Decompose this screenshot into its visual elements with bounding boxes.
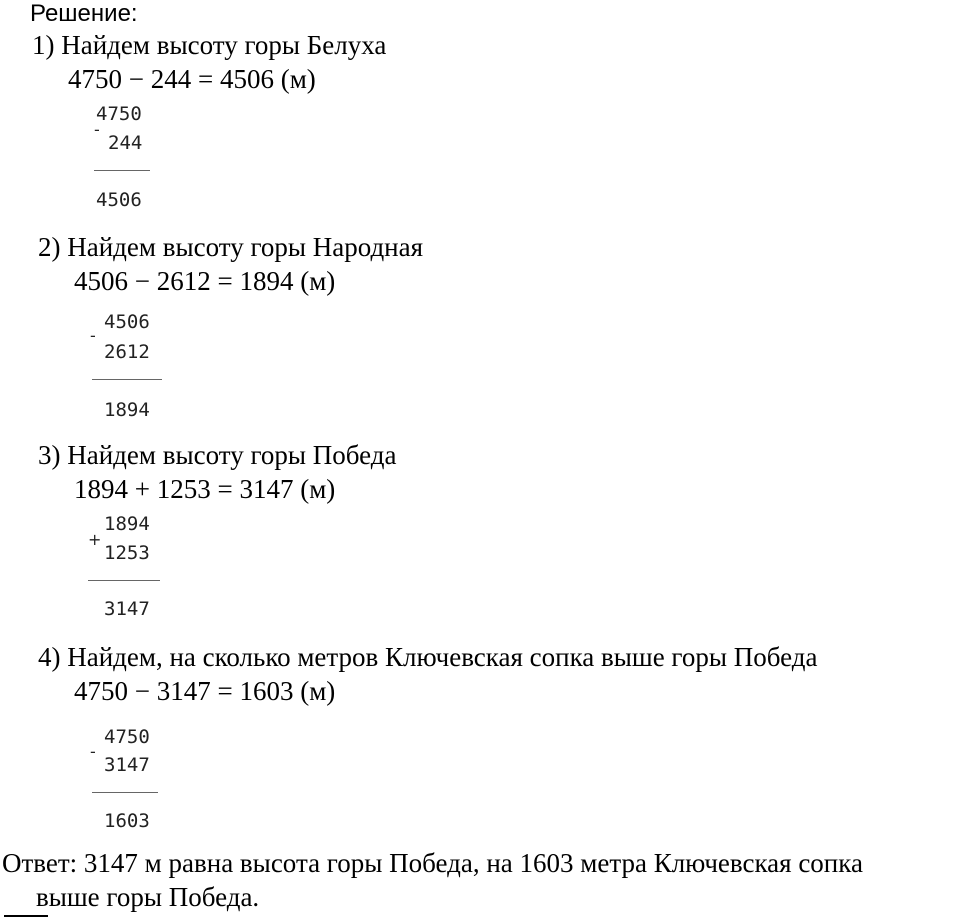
column-result: 1603 [104, 810, 150, 832]
step-3-label: 3) Найдем высоту горы Победа [38, 440, 397, 470]
minus-sign: - [90, 742, 96, 761]
step-1-equation: 4750 − 244 = 4506 (м) [68, 64, 316, 94]
column-rule [92, 792, 158, 793]
column-top-number: 4506 [104, 311, 150, 333]
minus-sign: - [94, 120, 100, 139]
column-result: 4506 [96, 189, 142, 211]
column-bottom-number: 3147 [104, 754, 150, 776]
step-2-equation: 4506 − 2612 = 1894 (м) [74, 266, 336, 296]
column-bottom-number: 1253 [104, 542, 150, 564]
column-top-number: 1894 [104, 513, 150, 535]
column-result: 1894 [104, 399, 150, 421]
solution-header: Решение: [30, 0, 138, 27]
column-result: 3147 [104, 598, 150, 620]
step-2-label: 2) Найдем высоту горы Народная [38, 232, 424, 262]
step-4-equation: 4750 − 3147 = 1603 (м) [74, 676, 336, 706]
answer-line-2: выше горы Победа. [36, 882, 260, 912]
column-rule [88, 580, 160, 581]
column-bottom-number: 2612 [104, 341, 150, 363]
column-top-number: 4750 [104, 726, 150, 748]
step-4-label: 4) Найдем, на сколько метров Ключевская сопка выше горы Победа [38, 642, 818, 672]
minus-sign: - [90, 326, 96, 345]
step-3-equation: 1894 + 1253 = 3147 (м) [74, 474, 336, 504]
step-1-label: 1) Найдем высоту горы Белуха [32, 30, 387, 60]
column-rule [94, 170, 150, 171]
column-top-number: 4750 [96, 103, 142, 125]
column-bottom-number: 244 [108, 132, 143, 154]
plus-sign: + [88, 530, 102, 549]
answer-line-1: Ответ: 3147 м равна высота горы Победа, на 1603 метра Ключевская сопка [2, 848, 863, 878]
column-rule [92, 379, 162, 380]
underline-mark [4, 915, 48, 917]
